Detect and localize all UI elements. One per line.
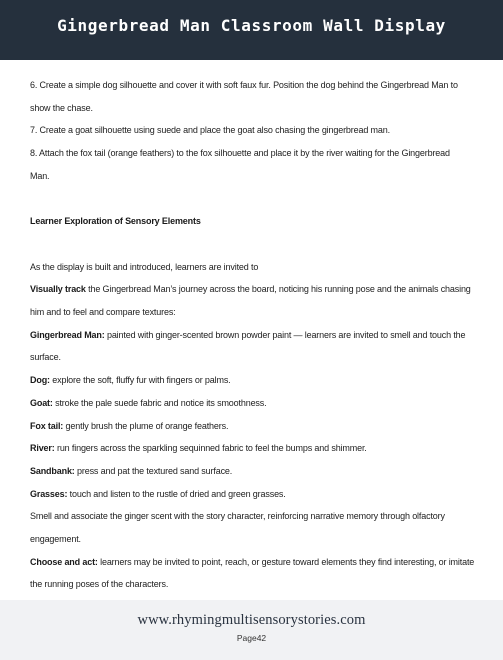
item-label: River:: [30, 443, 55, 454]
step-6-line-2: show the chase.: [30, 102, 93, 113]
step-6-line-1: 6. Create a simple dog silhouette and cover it with soft faux fur. Position the dog behind the Gingerbread Man to: [30, 80, 458, 90]
section-heading: Learner Exploration of Sensory Elements: [30, 216, 201, 227]
item-river: River: run fingers across the sparkling sequinned fabric to feel the bumps and shimmer.: [30, 443, 367, 454]
visual-track-label: Visually track: [30, 284, 86, 295]
choose-line-2: the running poses of the characters.: [30, 579, 169, 590]
page-title: Gingerbread Man Classroom Wall Display: [57, 16, 446, 35]
item-grasses: Grasses: touch and listen to the rustle of dried and green grasses.: [30, 488, 286, 499]
smell-line-2: engagement.: [30, 534, 81, 545]
step-7: 7. Create a goat silhouette using suede and place the goat also chasing the gingerbread man.: [30, 125, 390, 136]
item-goat: Goat: stroke the pale suede fabric and notice its smoothness.: [30, 397, 267, 408]
choose-label: Choose and act:: [30, 556, 98, 567]
document-body: [30, 74, 482, 596]
item-dog: Dog: explore the soft, fluffy fur with fingers or palms.: [30, 375, 231, 386]
item-label: Goat:: [30, 397, 53, 408]
page-number: Page42: [236, 633, 267, 643]
page-header: [0, 0, 503, 60]
visual-track-line-2: him and to feel and compare textures:: [30, 307, 176, 317]
item-label: Fox tail:: [30, 420, 64, 431]
item-label: Dog:: [30, 375, 50, 386]
visual-track-line-1: Visually track the Gingerbread Man’s journey across the board, noticing his running pose and the animals chasing: [30, 284, 471, 295]
smell-line-1: Smell and associate the ginger scent with the story character, reinforcing narrative memory through olfactory: [30, 511, 445, 522]
item-label: Sandbank:: [30, 465, 75, 476]
step-8-line-1: 8. Attach the fox tail (orange feathers) to the fox silhouette and place it by the river waiting for the Gingerbread: [30, 148, 450, 159]
item-sandbank: Sandbank: press and pat the textured sand surface.: [30, 465, 233, 476]
item-gingerbread-line-2: surface.: [30, 352, 61, 363]
item-label: Grasses:: [30, 488, 68, 499]
page-footer: [0, 600, 503, 660]
step-8-line-2: Man.: [30, 170, 50, 181]
choose-line-1: Choose and act: learners may be invited to point, reach, or gesture toward elements they find interesting, or imitate: [30, 556, 475, 567]
item-label: Gingerbread Man:: [30, 329, 105, 340]
website-link[interactable]: www.rhymingmultisensorystories.com: [137, 612, 366, 628]
section-intro: As the display is built and introduced, learners are invited to: [30, 261, 259, 272]
item-fox-tail: Fox tail: gently brush the plume of orange feathers.: [30, 420, 229, 431]
item-gingerbread-line-1: Gingerbread Man: painted with ginger-scented brown powder paint — learners are invited to smell and touch the: [30, 329, 466, 340]
